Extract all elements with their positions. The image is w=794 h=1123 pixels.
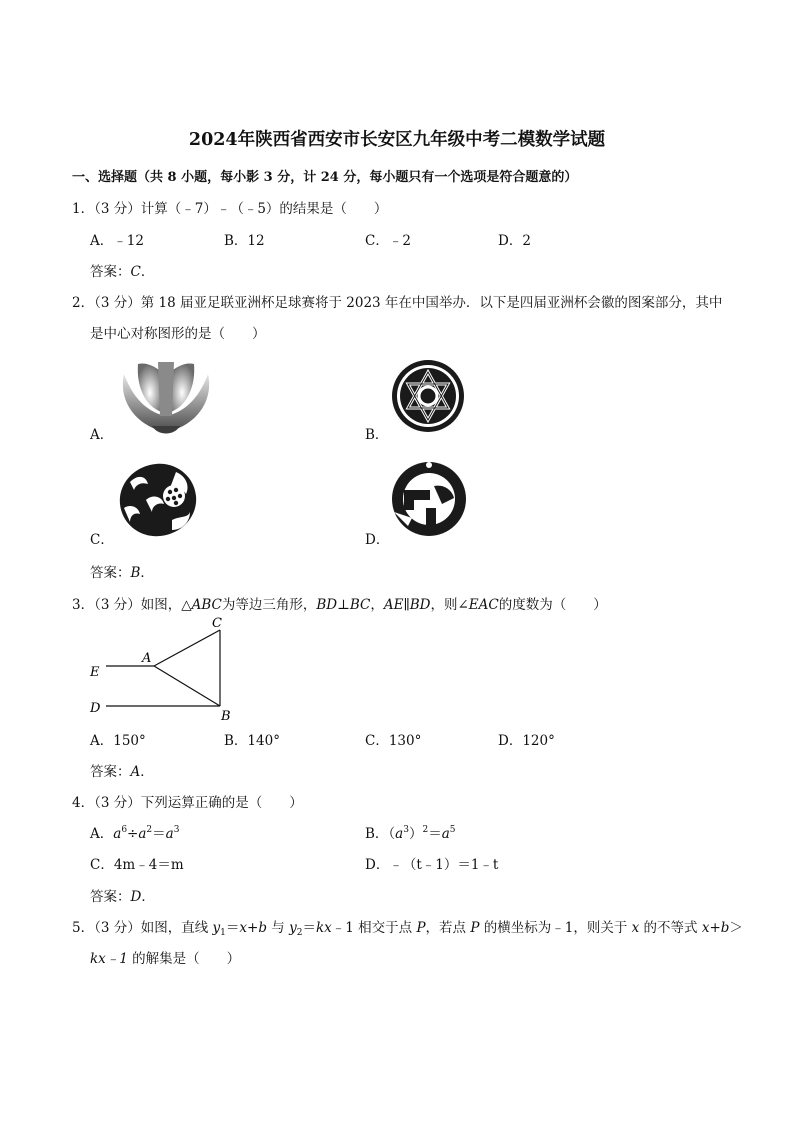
answer-label: 答案： [90,264,131,280]
q4-option-b: B．$(a^3)^2=a^5$ [365,825,456,842]
label-e: E [90,665,100,680]
label-d: D [90,701,101,716]
question-5: 5．（3 分）如图，直线 $y_1=x+b$ 与 $y_2=kx﹣1$ 相交于点 P，若点 P 的横坐标为﹣1，则关于 x 的不等式 x+b＞ [72,920,743,938]
option-expression: ﹣（t﹣1）＝1﹣t [389,857,499,873]
q4-option-c [90,853,184,873]
line-ac [154,630,220,666]
emblem-c-image [116,460,198,538]
question-2-line2: 是中心对称图形的是（ ） [90,326,266,342]
emblem-b-image [390,358,466,434]
page-title: 2024年陕西省西安市长安区九年级中考二模数学试题 [188,130,606,150]
question-1 [72,197,387,217]
q2-option-a-label: A． [90,427,114,443]
question-text: 计算（﹣7）﹣（﹣5）的结果是（ ） [140,201,388,217]
emblem-d-image [390,460,468,538]
answer-value: C [130,264,141,280]
text: 的解集是（ ） [127,951,241,967]
text: ， [370,597,384,613]
perp-symbol: ⊥ [337,597,350,613]
answer-end: ． [141,889,155,905]
q1-option-b: B．12 [224,233,265,249]
q2-option-d-label: D． [365,532,390,548]
question-3 [72,593,607,613]
answer-end: ． [140,264,155,280]
q1-option-a: A．﹣12 [90,233,144,249]
section-heading: 一、选择题（共 8 小题，每小影 3 分，计 24 分，每小题只有一个选项是符合题意的） [72,170,578,185]
q4-option-d [365,853,498,873]
option-label: A． [90,826,114,842]
answer-label: 答案： [90,565,131,581]
q4-option-a: A．$a^6\div a^2=a^3$ [90,825,180,842]
text: 的横坐标为﹣1，则关于 [479,920,632,936]
text: 如图，直线 [140,920,213,936]
text: 相交于点 [358,920,417,936]
math-expression: kx﹣1 [90,951,128,967]
text: ，则∠ [430,597,469,613]
question-text: 第 18 届亚足联亚洲杯足球赛将于 2023 年在中国举办．以下是四届亚洲杯会徽的图案部分，其中 [140,295,723,311]
option-label: D． [365,857,390,873]
q3-answer [90,760,154,780]
label-c: C [212,616,222,631]
option-label: B． [365,826,389,842]
q3-option-d: D．120° [498,733,555,749]
q2-option-c-label: C． [90,532,114,548]
answer-value: A [130,764,141,780]
question-text: 下列运算正确的是（ ） [140,795,303,811]
line-ab [154,666,220,706]
parallel-symbol: ∥ [403,597,410,613]
text: ，若点 [425,920,471,936]
emblem-a-image [116,356,216,436]
answer-end: ． [140,565,154,581]
question-number: 2．（3 分） [72,295,141,311]
answer-end: ． [140,764,154,780]
q2-answer [90,561,154,581]
question-number: 3．（3 分） [72,597,141,613]
q3-geometry-figure [86,612,246,724]
math-var: BD [316,597,338,613]
question-number: 4．（3 分） [72,795,141,811]
q3-option-a: A．150° [90,733,146,749]
answer-label: 答案： [90,764,131,780]
question-4 [72,791,303,811]
math-var: BC [349,597,371,613]
label-b: B [221,709,231,724]
answer-value: B [130,565,141,581]
text: 如图，△ [140,597,192,613]
answer-label: 答案： [90,889,131,905]
q3-option-c: C．130° [365,733,422,749]
option-label: C． [90,857,114,873]
q1-answer [90,260,154,280]
q1-option-d: D．2 [498,233,531,249]
q2-option-b-label: B． [365,427,389,443]
question-2 [72,291,722,311]
answer-value: D [130,889,142,905]
question-number: 5．（3 分） [72,920,141,936]
text: 的度数为（ ） [498,597,607,613]
option-expression: 4m﹣4＝m [113,857,184,873]
math-var: EAC [468,597,499,613]
math-var: AE [383,597,404,613]
math-var: ABC [191,597,222,613]
q1-option-c: C．﹣2 [365,233,411,249]
question-5-line2 [90,947,240,967]
q3-option-b: B．140° [224,733,280,749]
question-number: 1．（3 分） [72,201,141,217]
q4-answer [90,885,155,905]
text: 为等边三角形， [221,597,317,613]
math-var: BD [409,597,431,613]
label-a: A [142,651,152,666]
text: 的不等式 [639,920,702,936]
